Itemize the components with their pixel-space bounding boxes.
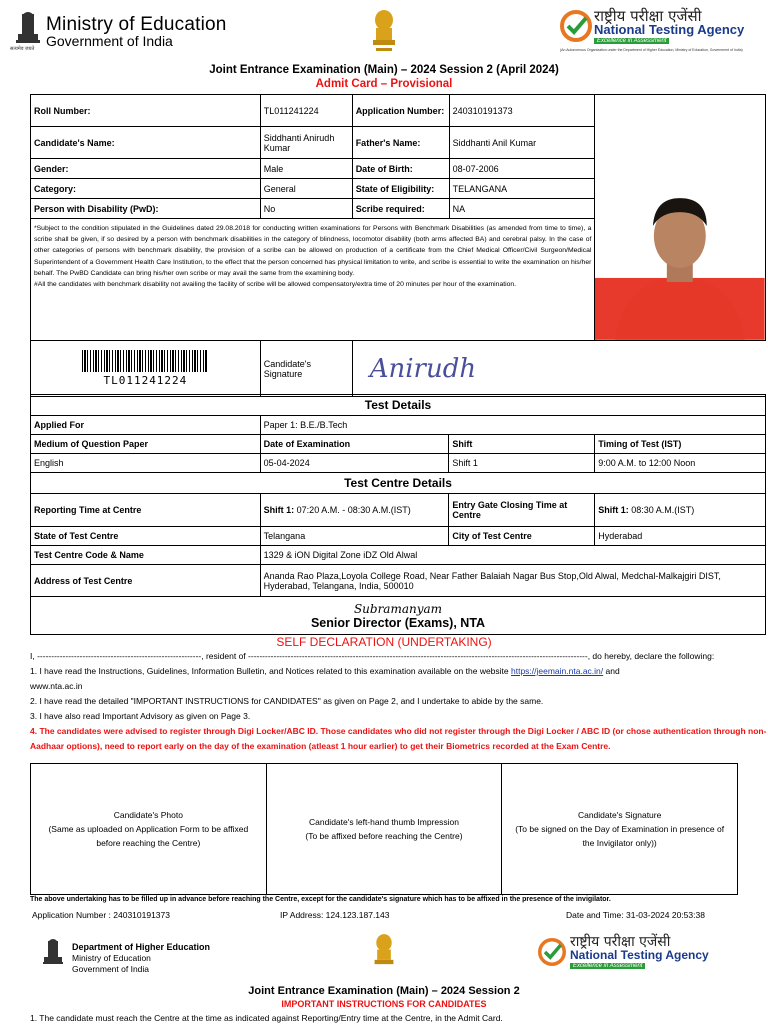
- thumb-box-title: Candidate's left-hand thumb Impression: [308, 817, 459, 827]
- motto: सत्यमेव जयते: [10, 46, 35, 52]
- roll-label: Roll Number:: [31, 95, 261, 127]
- father-value: Siddhanti Anil Kumar: [449, 127, 595, 159]
- reporting-time: 07:20 A.M. - 08:30 A.M.(IST): [296, 505, 411, 515]
- test-heading: Test Details: [31, 395, 766, 416]
- photo-cell: [595, 95, 766, 341]
- centre-state-value: Telangana: [260, 527, 449, 546]
- applied-label: Applied For: [31, 416, 261, 435]
- gate-label: Entry Gate Closing Time at Centre: [449, 494, 595, 527]
- signature-box: [502, 764, 738, 895]
- date-label: Date of Examination: [260, 435, 449, 454]
- state-label: State of Eligibility:: [352, 179, 449, 199]
- roll-value: TL011241224: [260, 95, 352, 127]
- director-cell: [31, 597, 766, 635]
- city-value: Hyderabad: [595, 527, 766, 546]
- reporting-shift: Shift 1:: [263, 505, 295, 515]
- thumb-box: [266, 764, 502, 895]
- scribe-label: Scribe required:: [352, 199, 449, 219]
- name-value: Siddhanti Anirudh Kumar: [260, 127, 352, 159]
- line4-num: 4.: [30, 726, 38, 736]
- line1-text: 1. I have read the Instructions, Guidelines, Information Bulletin, and Notices related to this examination available on the website: [30, 666, 511, 676]
- dob-label: Date of Birth:: [352, 159, 449, 179]
- gate-value: [595, 494, 766, 527]
- declaration-heading: SELF DECLARATION (UNDERTAKING): [276, 635, 492, 649]
- nta-logo-icon-2: [538, 938, 566, 966]
- admit-card-title: Admit Card – Provisional: [315, 78, 453, 90]
- ashoka-emblem-icon-2: [372, 932, 396, 974]
- jeemain-link[interactable]: https://jeemain.nta.ac.in/: [511, 666, 604, 676]
- nta-name: National Testing Agency: [594, 22, 745, 37]
- candidate-signature: Anirudh: [369, 353, 477, 384]
- pwd-note: [31, 219, 595, 341]
- nta-hindi-name: राष्ट्रीय परीक्षा एजेंसी: [594, 7, 702, 25]
- photo-box: [31, 764, 267, 895]
- barcode-cell: [31, 341, 261, 397]
- government-subtitle: Government of India: [46, 33, 173, 49]
- category-label: Category:: [31, 179, 261, 199]
- director-title: Senior Director (Exams), NTA: [310, 615, 486, 630]
- dept-title: Department of Higher Education: [72, 942, 211, 952]
- nta-name-2: National Testing Agency: [570, 948, 709, 962]
- instruction-1: 1. The candidate must reach the Centre at the time as indicated against Reporting/Entry time at the Centre, in the Admit Card.: [30, 1013, 503, 1023]
- declaration-line-4: [30, 724, 768, 754]
- nta-tagline-2: Excellence in Assessment: [570, 963, 645, 969]
- name-label: Candidate's Name:: [31, 127, 261, 159]
- code-value: 1329 & iON Digital Zone iDZ Old Alwal: [260, 546, 765, 565]
- shift-value: Shift 1: [449, 454, 595, 473]
- state-value: TELANGANA: [449, 179, 595, 199]
- footer-app-number: Application Number : 240310191373: [32, 910, 170, 920]
- timing-value: 9:00 A.M. to 12:00 Noon: [595, 454, 766, 473]
- undertaking-boxes: [30, 763, 738, 895]
- address-label: Address of Test Centre: [31, 565, 261, 597]
- thumb-box-sub: (To be affixed before reaching the Centre): [305, 831, 463, 841]
- candidate-photo: [595, 168, 765, 340]
- reporting-value: [260, 494, 449, 527]
- gate-shift: Shift 1:: [598, 505, 629, 515]
- centre-state-label: State of Test Centre: [31, 527, 261, 546]
- declaration-line-1c: www.nta.ac.in: [30, 681, 83, 691]
- app-value: 240310191373: [449, 95, 595, 127]
- test-table: [30, 394, 766, 635]
- footer-ip: IP Address: 124.123.187.143: [280, 910, 390, 920]
- app-label: Application Number:: [352, 95, 449, 127]
- signature-label: Candidate's Signature: [260, 341, 352, 397]
- exam-title: Joint Entrance Examination (Main) – 2024 Session 2 (April 2024): [209, 64, 559, 76]
- nta-hindi-2: राष्ट्रीय परीक्षा एजेंसी: [570, 934, 671, 950]
- gate-time: 08:30 A.M.(IST): [631, 505, 695, 515]
- pwd-label: Person with Disability (PwD):: [31, 199, 261, 219]
- instructions-heading: IMPORTANT INSTRUCTIONS FOR CANDIDATES: [281, 999, 487, 1009]
- category-value: General: [260, 179, 352, 199]
- line1-and: and: [603, 666, 620, 676]
- reporting-label: Reporting Time at Centre: [31, 494, 261, 527]
- father-label: Father's Name:: [352, 127, 449, 159]
- pwd-note-2: #All the candidates with benchmark disability not availing the facility of scribe will be allowed compensatory/extra time of 20 minutes per hour of the examination.: [34, 281, 517, 289]
- signature-box-title: Candidate's Signature: [577, 810, 662, 820]
- barcode: [82, 350, 208, 372]
- medium-label: Medium of Question Paper: [31, 435, 261, 454]
- declaration-text: [30, 649, 768, 754]
- pwd-note-1: *Subject to the condition stipulated in the Guidelines dated 29.08.2018 for conducting written examinations for Persons with Benchmark Disabilities (as amended from time to time), a scribe shall be given, if so desired by a person with benchmark disabilities in the category of blindness, locomotor disability (both arms affected BA) and cerebral palsy. In the case of other categories of persons with benchmark disability, the provision of a scribe can be allowed on production of a certificate from the Chief Medical Officer/Civil Surgeon/Medical Superintendent of a Government Health Care Institution, to the effect that the person concerned has physical limitation to write, and scribe is essential to write the examination on his/her behalf. The PwBD Candidate can bring his/her own scribe or may avail the same from the examining body.: [34, 225, 592, 277]
- city-label: City of Test Centre: [449, 527, 595, 546]
- nta-tagline: Excellence in Assessment: [594, 38, 669, 44]
- page2-title: Joint Entrance Examination (Main) – 2024 Session 2: [248, 985, 520, 997]
- photo-box-title: Candidate's Photo: [113, 810, 183, 820]
- dept-government: Government of India: [72, 964, 150, 974]
- pwd-value: No: [260, 199, 352, 219]
- director-signature: Subramanyam: [353, 601, 443, 616]
- dept-ministry: Ministry of Education: [72, 953, 151, 963]
- dob-value: 08-07-2006: [449, 159, 595, 179]
- shift-label: Shift: [449, 435, 595, 454]
- gender-value: Male: [260, 159, 352, 179]
- timing-label: Timing of Test (IST): [595, 435, 766, 454]
- scribe-value: NA: [449, 199, 595, 219]
- declaration-line-2: 2. I have read the detailed "IMPORTANT INSTRUCTIONS for CANDIDATES" as given on Page 2, and I undertake to abide by the same.: [30, 696, 544, 706]
- photo-box-sub: (Same as uploaded on Application Form to be affixed before reaching the Centre): [48, 824, 249, 848]
- signature-cell: [352, 341, 765, 397]
- centre-heading: Test Centre Details: [31, 473, 766, 494]
- nta-logo-icon: [560, 10, 592, 42]
- signature-box-sub: (To be signed on the Day of Examination in presence of the Invigilator only)): [515, 824, 725, 848]
- ashoka-emblem-icon: [370, 8, 398, 56]
- applied-value: Paper 1: B.E./B.Tech: [260, 416, 765, 435]
- gender-label: Gender:: [31, 159, 261, 179]
- footer-datetime: Date and Time: 31-03-2024 20:53:38: [566, 910, 705, 920]
- code-label: Test Centre Code & Name: [31, 546, 261, 565]
- address-value: Ananda Rao Plaza,Loyola College Road, Near Father Balaiah Nagar Bus Stop,Old Alwal, Medchal-Malkajgiri DIST, Hyderabad, Telangana, India, 500010: [260, 565, 765, 597]
- national-emblem-icon-2: [40, 938, 66, 972]
- declaration-line-3: 3. I have also read Important Advisory as given on Page 3.: [30, 711, 251, 721]
- date-value: 05-04-2024: [260, 454, 449, 473]
- candidate-table: [30, 94, 766, 397]
- line4-text: The candidates were advised to register through Digi Locker/ABC ID. Those candidates who did not register through the Digi Locker / ABC ID (or chose authentication through non-Aadhaar options), need to report early on the day of the examination (atleast 1 hour earlier) to get their Biometrics recorded at the Exam Centre.: [30, 726, 767, 751]
- nta-fine-print: (An Autonomous Organization under the Department of Higher Education, Ministry of Education, Government of India): [560, 48, 743, 52]
- declaration-line-1: [30, 664, 768, 679]
- ministry-title: Ministry of Education: [46, 14, 227, 35]
- undertaking-footer-note: The above undertaking has to be filled up in advance before reaching the Centre, except for the candidate's signature which has to be affixed in the presence of the invigilator.: [30, 896, 611, 903]
- declaration-line-0: I, ----------------------------------------------------------, resident of ------------------------------------------------------------------------------------------------------------------------, do hereby, declare the following:: [30, 651, 715, 661]
- medium-value: English: [31, 454, 261, 473]
- barcode-text: TL011241224: [103, 374, 188, 387]
